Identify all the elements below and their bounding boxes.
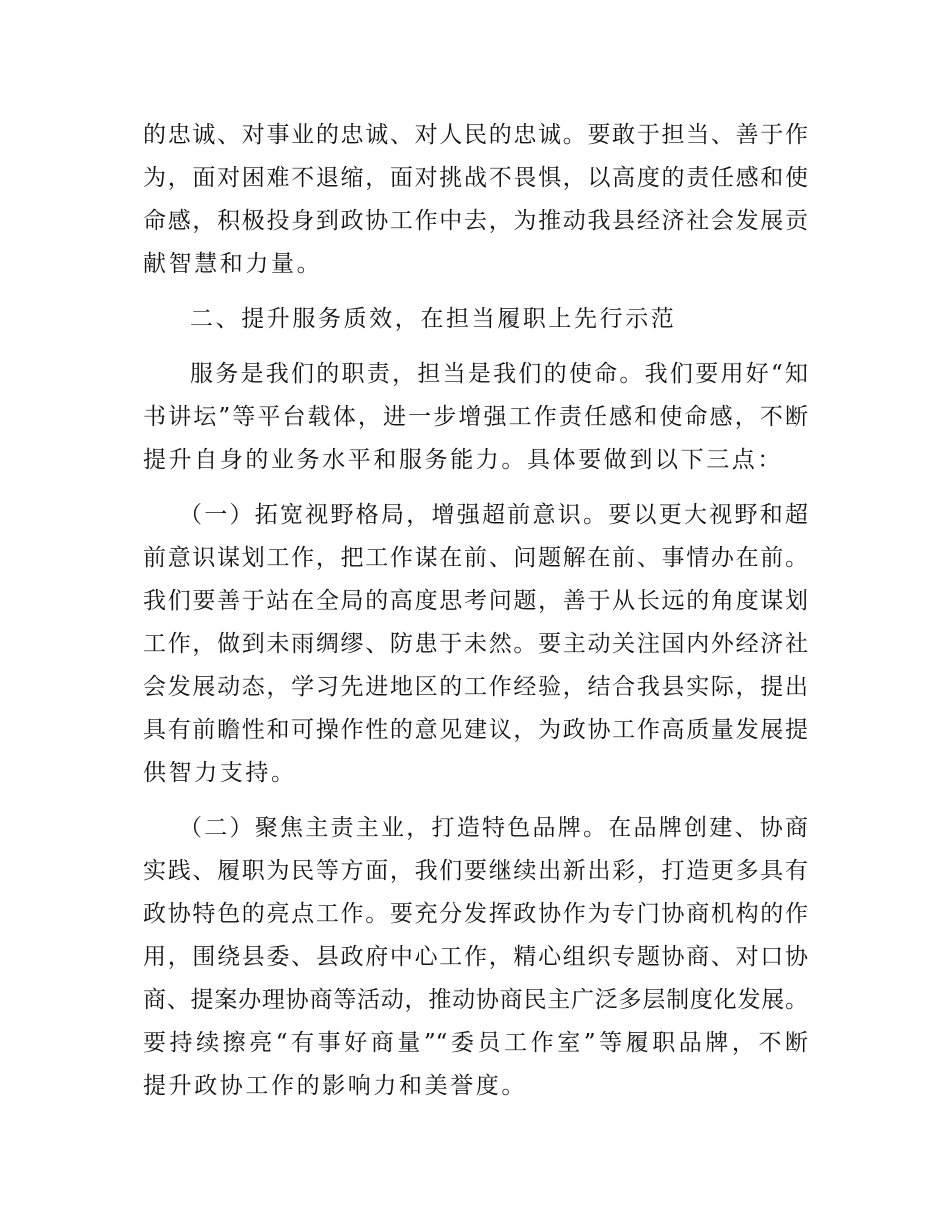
text-line: 工作，做到未雨绸缪、防患于未然。要主动关注国内外经济社 [143, 631, 808, 657]
paragraph [143, 807, 808, 1108]
text-line: 前意识谋划工作，把工作谋在前、问题解在前、事情办在前。 [143, 545, 808, 571]
text-line: 命感，积极投身到政协工作中去，为推动我县经济社会发展贡 [143, 208, 808, 234]
text-line: 供智力支持。 [143, 760, 297, 786]
heading-text: 二、提升服务质效，在担当履职上先行示范 [190, 306, 677, 332]
text-line: 要持续擦亮“有事好商量”“委员工作室”等履职品牌，不断 [143, 1030, 808, 1056]
text-line: 提升政协工作的影响力和美誉度。 [143, 1073, 527, 1099]
text-line: 服务是我们的职责，担当是我们的使命。我们要用好“知 [190, 361, 808, 387]
paragraph [143, 114, 808, 286]
text-line: 为，面对困难不退缩，面对挑战不畏惧，以高度的责任感和使 [143, 165, 808, 191]
text-line: 具有前瞻性和可操作性的意见建议，为政协工作高质量发展提 [143, 717, 808, 743]
text-line: 我们要善于站在全局的高度思考问题，善于从长远的角度谋划 [143, 588, 808, 614]
text-line: 提升自身的业务水平和服务能力。具体要做到以下三点： [143, 447, 783, 473]
text-line: 商、提案办理协商等活动，推动协商民主广泛多层制度化发展。 [143, 987, 808, 1013]
text-line: 政协特色的亮点工作。要充分发挥政协作为专门协商机构的作 [143, 901, 808, 927]
paragraph [143, 494, 808, 795]
text-line: 用，围绕县委、县政府中心工作，精心组织专题协商、对口协 [143, 944, 808, 970]
text-line: 的忠诚、对事业的忠诚、对人民的忠诚。要敢于担当、善于作 [143, 122, 808, 148]
text-line: 书讲坛”等平台载体，进一步增强工作责任感和使命感，不断 [143, 404, 808, 430]
paragraph [143, 353, 808, 482]
document-page [143, 114, 808, 1108]
text-line: 献智慧和力量。 [143, 251, 323, 277]
text-line: （二）聚焦主责主业，打造特色品牌。在品牌创建、协商 [179, 815, 808, 841]
text-line: 会发展动态，学习先进地区的工作经验，结合我县实际，提出 [143, 674, 808, 700]
text-line: 实践、履职为民等方面，我们要继续出新出彩，打造更多具有 [143, 858, 808, 884]
section-heading [143, 298, 808, 341]
text-line: （一）拓宽视野格局，增强超前意识。要以更大视野和超 [179, 502, 808, 528]
